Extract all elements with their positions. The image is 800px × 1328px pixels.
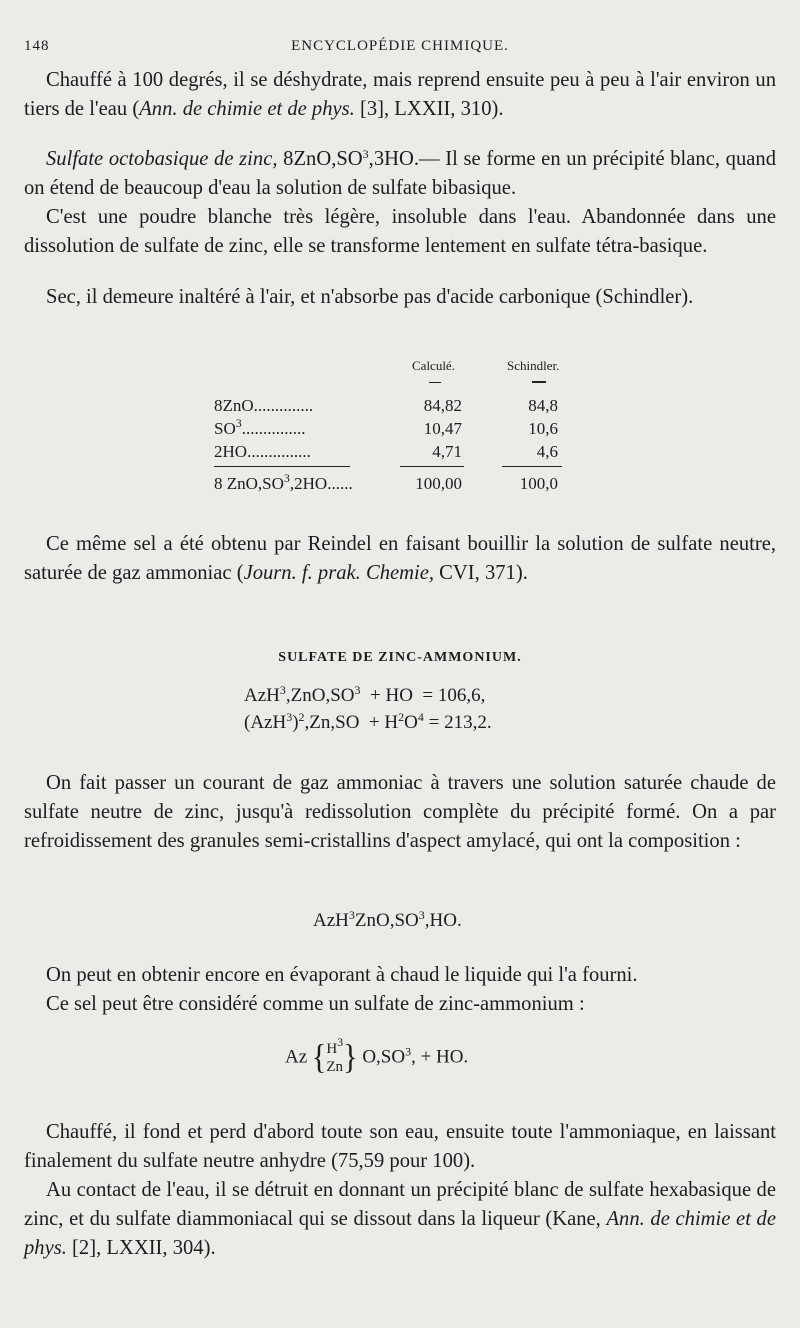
paragraph-octobasic-sulfate: Sulfate octobasique de zinc, $8ZnO,SO^3,3HO.—$ Il se forme en un précipité blanc, quand on étend de beaucoup d'eau la solution de sulfate bibasique. <box>24 147 776 199</box>
paragraph-stability: Sec, il demeure inaltéré à l'air, et n'absorbe pas d'acide carbonique (Schindler). <box>46 286 694 308</box>
table-row: $SO^3$............... 10,47 10,6 <box>214 416 558 438</box>
paragraph-dehydration: Chauffé à 100 degrés, il se déshydrate, mais reprend ensuite peu à peu à l'air environ un tiers de l'eau (Ann. de chimie et de phys. [3], LXXII, 310). <box>24 69 776 120</box>
citation-journal: Journ. f. prak. Chemie, <box>243 562 435 584</box>
table-row: 2HO............... 4,71 4,6 <box>214 442 558 461</box>
column-dash <box>532 381 546 383</box>
sum-rule <box>400 466 464 467</box>
paragraph-description: C'est une poudre blanche très légère, insoluble dans l'eau. Abandonnée dans une dissolution de sulfate de zinc, elle se transforme lentement en sulfate tétra-basique. <box>24 206 776 257</box>
formula-zinc-ammonium: Az {$H^3$ Zn} $O,SO^3$, + HO. <box>285 1035 469 1077</box>
table-total-row: 8 $ZnO,SO^3,2HO$...... 100,00 100,0 <box>214 471 558 493</box>
paragraph-preparation: On fait passer un courant de gaz ammoniac à travers une solution saturée chaude de sulfate neutre de zinc, jusqu'à redissolution complète du précipité formé. On a par refroidissement des granules semi-cristallins d'aspect amylacé, qui ont la composition : <box>24 772 776 852</box>
running-title: ENCYCLOPÉDIE CHIMIQUE. <box>291 38 509 54</box>
section-title: SULFATE DE ZINC-AMMONIUM. <box>278 650 522 665</box>
table-row: 8ZnO.............. 84,82 84,8 <box>214 396 558 415</box>
compound-name: Sulfate octobasique de zinc, <box>46 148 278 170</box>
sum-rule <box>214 466 350 467</box>
column-header-calculated: Calculé. <box>412 358 455 373</box>
formula-equivalent-1: $AzH^3,ZnO,SO^3$ + HO = 106,6, <box>244 683 486 706</box>
column-header-schindler: Schindler. <box>507 358 560 373</box>
sum-rule <box>502 466 562 467</box>
paragraph-evaporation: On peut en obtenir encore en évaporant à chaud le liquide qui l'a fourni. <box>46 964 638 986</box>
citation-journal: Ann. de chimie et de phys. <box>139 98 355 120</box>
page-number: 148 <box>24 38 50 54</box>
paragraph-water-contact: Au contact de l'eau, il se détruit en donnant un précipité blanc de sulfate hexabasique de zinc, et du sulfate diammoniacal qui se dissout dans la liqueur (Kane, Ann. de chimie et de phys. [2], LXXII, 304). <box>24 1179 776 1259</box>
formula-equivalent-2: $(AzH^3)^2,Zn,SO + H^2O^4 = 213,2$. <box>244 710 492 733</box>
citation-journal: Ann. de chimie et de phys. <box>24 1208 776 1259</box>
formula-composition: $AzH^3ZnO,SO^3,HO$. <box>313 908 462 931</box>
paragraph-zinc-ammonium: Ce sel peut être considéré comme un sulfate de zinc-ammonium : <box>46 993 585 1015</box>
paragraph-reindel: Ce même sel a été obtenu par Reindel en faisant bouillir la solution de sulfate neutre, saturée de gaz ammoniac (Journ. f. prak. Chemie, CVI, 371). <box>24 533 776 584</box>
paragraph-heating: Chauffé, il fond et perd d'abord toute son eau, ensuite toute l'ammoniaque, en laissant finalement du sulfate neutre anhydre (75,59 pour 100). <box>24 1121 776 1172</box>
column-dash <box>429 382 441 383</box>
